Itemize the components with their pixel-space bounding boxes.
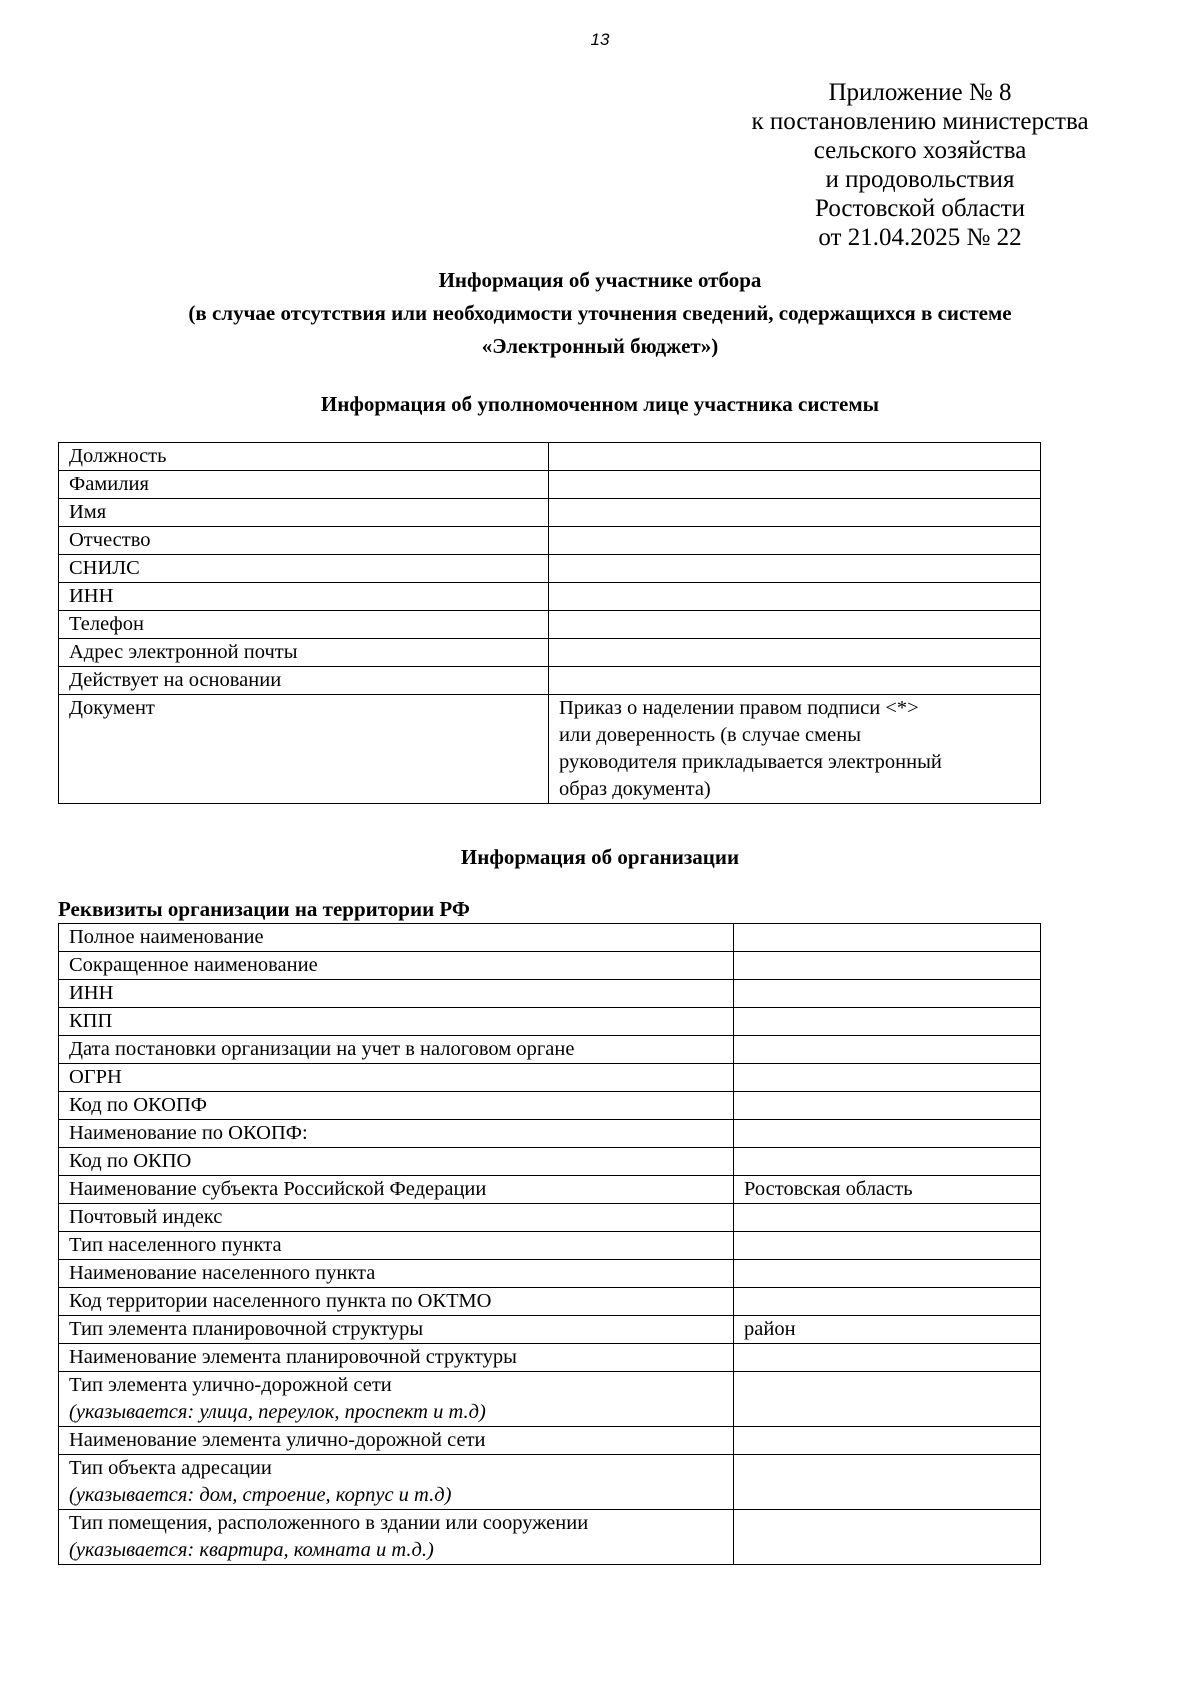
row-value[interactable] <box>549 611 1041 639</box>
table-row <box>59 1148 1041 1176</box>
appendix-line: Приложение № 8 <box>828 79 1012 106</box>
table-row <box>59 667 1041 695</box>
row-value[interactable] <box>734 1288 1041 1316</box>
row-value[interactable] <box>734 1092 1041 1120</box>
row-label: Отчество <box>59 527 549 555</box>
row-label: Имя <box>59 499 549 527</box>
row-value[interactable] <box>549 471 1041 499</box>
appendix-line: Ростовской области <box>815 195 1025 222</box>
row-hint: (указывается: улица, переулок, проспект и т.д) <box>69 1401 486 1423</box>
table-row <box>59 1372 1041 1427</box>
row-hint: (указывается: дом, строение, корпус и т.д) <box>69 1484 452 1506</box>
row-label: ИНН <box>59 583 549 611</box>
appendix-line: сельского хозяйства <box>813 137 1027 164</box>
row-label: Телефон <box>59 611 549 639</box>
row-value[interactable] <box>734 1036 1041 1064</box>
table-row <box>59 695 1041 804</box>
row-label: ОГРН <box>59 1064 734 1092</box>
document-value-line: руководителя прикладывается электронный <box>559 751 942 773</box>
document-value <box>549 695 1041 804</box>
table-row <box>59 1092 1041 1120</box>
table-row <box>59 583 1041 611</box>
table-row <box>59 1344 1041 1372</box>
row-label: Тип населенного пункта <box>59 1232 734 1260</box>
row-label: ИНН <box>59 980 734 1008</box>
table-row <box>59 611 1041 639</box>
table-row <box>59 1176 1041 1204</box>
table-row <box>59 1260 1041 1288</box>
table-row <box>59 1427 1041 1455</box>
row-label: Сокращенное наименование <box>59 952 734 980</box>
row-label: Тип помещения, расположенного в здании или сооружении <box>69 1512 589 1534</box>
document-value-line: Приказ о наделении правом подписи <*> <box>559 697 919 719</box>
row-label: Наименование населенного пункта <box>59 1260 734 1288</box>
row-value[interactable] <box>549 667 1041 695</box>
row-value[interactable]: Ростовская область <box>734 1176 1041 1204</box>
table-row <box>59 527 1041 555</box>
row-value[interactable] <box>734 1064 1041 1092</box>
row-label: Код территории населенного пункта по ОКТМО <box>59 1288 734 1316</box>
row-value[interactable] <box>734 1148 1041 1176</box>
table-row <box>59 1510 1041 1565</box>
row-label: Дата постановки организации на учет в налоговом органе <box>59 1036 734 1064</box>
row-label: Действует на основании <box>59 667 549 695</box>
row-label: Полное наименование <box>59 924 734 952</box>
row-value[interactable] <box>734 1120 1041 1148</box>
document-title-line: «Электронный бюджет») <box>481 334 719 358</box>
row-label-cell <box>59 1372 734 1427</box>
row-label: СНИЛС <box>59 555 549 583</box>
document-value-line: или доверенность (в случае смены <box>559 724 861 746</box>
organization-subheading: Реквизиты организации на территории РФ <box>58 897 470 921</box>
row-label: Код по ОКПО <box>59 1148 734 1176</box>
row-label: КПП <box>59 1008 734 1036</box>
appendix-line: и продовольствия <box>825 166 1015 193</box>
row-value[interactable] <box>549 639 1041 667</box>
table-row <box>59 499 1041 527</box>
row-hint: (указывается: квартира, комната и т.д.) <box>69 1539 434 1561</box>
table-row <box>59 980 1041 1008</box>
page-number: 13 <box>590 30 610 49</box>
row-value[interactable] <box>734 1427 1041 1455</box>
authorized-person-table <box>58 442 1041 804</box>
row-value[interactable]: район <box>734 1316 1041 1344</box>
row-value[interactable] <box>734 1344 1041 1372</box>
row-label: Почтовый индекс <box>59 1204 734 1232</box>
row-label-cell <box>59 1455 734 1510</box>
table-row <box>59 471 1041 499</box>
table-row <box>59 1455 1041 1510</box>
table-row <box>59 1120 1041 1148</box>
row-label-cell <box>59 1510 734 1565</box>
row-value[interactable] <box>734 952 1041 980</box>
table-row <box>59 555 1041 583</box>
appendix-header <box>700 78 1140 252</box>
appendix-line: к постановлению министерства <box>751 108 1089 135</box>
row-value[interactable] <box>734 1008 1041 1036</box>
row-value[interactable] <box>734 1510 1041 1565</box>
table-row <box>59 443 1041 471</box>
row-label: Код по ОКОПФ <box>59 1092 734 1120</box>
table-row <box>59 1064 1041 1092</box>
organization-table <box>58 923 1041 1565</box>
table-row <box>59 1008 1041 1036</box>
table-row <box>59 639 1041 667</box>
row-label: Тип элемента планировочной структуры <box>59 1316 734 1344</box>
authorized-person-heading: Информация об уполномоченном лице участника системы <box>320 392 880 416</box>
row-label: Наименование субъекта Российской Федерации <box>59 1176 734 1204</box>
document-value-line: образ документа) <box>559 778 711 800</box>
row-value[interactable] <box>734 1372 1041 1427</box>
row-label: Тип объекта адресации <box>69 1457 272 1479</box>
row-value[interactable] <box>734 924 1041 952</box>
document-title-line: (в случае отсутствия или необходимости уточнения сведений, содержащихся в системе <box>188 301 1012 325</box>
row-value[interactable] <box>549 583 1041 611</box>
row-label: Документ <box>59 695 549 804</box>
table-row <box>59 1288 1041 1316</box>
row-label: Должность <box>59 443 549 471</box>
row-value[interactable] <box>734 980 1041 1008</box>
row-value[interactable] <box>549 443 1041 471</box>
table-row <box>59 1204 1041 1232</box>
document-title <box>60 264 1140 363</box>
row-label: Тип элемента улично-дорожной сети <box>69 1374 392 1396</box>
appendix-line: от 21.04.2025 № 22 <box>818 224 1022 251</box>
table-row <box>59 952 1041 980</box>
row-value[interactable] <box>549 527 1041 555</box>
document-title-line: Информация об участнике отбора <box>438 268 762 292</box>
row-label: Наименование по ОКОПФ: <box>59 1120 734 1148</box>
row-value[interactable] <box>734 1232 1041 1260</box>
organization-heading: Информация об организации <box>460 845 740 869</box>
row-value[interactable] <box>734 1204 1041 1232</box>
table-row <box>59 1316 1041 1344</box>
row-label: Наименование элемента улично-дорожной сети <box>59 1427 734 1455</box>
row-value[interactable] <box>734 1260 1041 1288</box>
table-row <box>59 1036 1041 1064</box>
row-label: Фамилия <box>59 471 549 499</box>
table-row <box>59 924 1041 952</box>
row-value[interactable] <box>549 499 1041 527</box>
table-row <box>59 1232 1041 1260</box>
row-value[interactable] <box>734 1455 1041 1510</box>
row-label: Наименование элемента планировочной структуры <box>59 1344 734 1372</box>
row-label: Адрес электронной почты <box>59 639 549 667</box>
row-value[interactable] <box>549 555 1041 583</box>
